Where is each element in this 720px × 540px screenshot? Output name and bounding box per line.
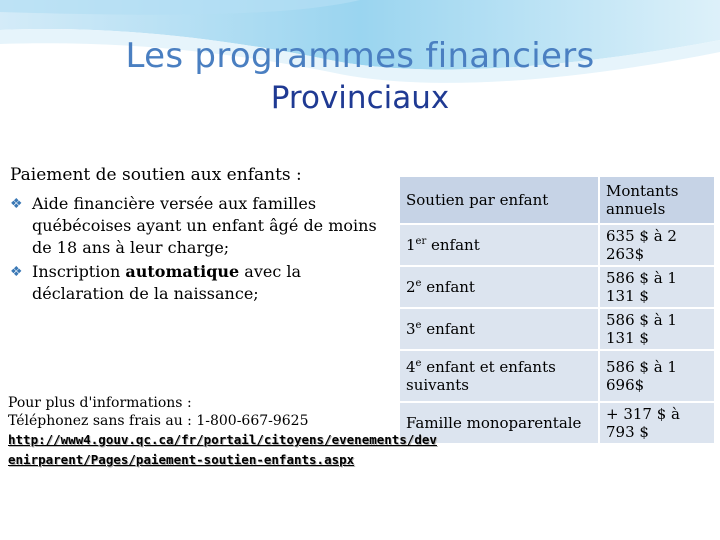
- header-support-per-child: Soutien par enfant: [400, 177, 598, 223]
- table-row: [400, 351, 714, 401]
- info-link[interactable]: http://www4.gouv.qc.ca/fr/portail/citoyens/evenements/devenirparent/Pages/paiement-soutien-enfants.aspx: [8, 432, 437, 467]
- bullet-text-after: avec la déclaration de la naissance;: [32, 262, 302, 303]
- bullet-list: [10, 193, 395, 307]
- row-amount: + 317 $ à 793 $: [600, 403, 714, 443]
- row-amount: 586 $ à 1 131 $: [600, 309, 714, 349]
- row-label: 1er enfant: [400, 225, 598, 265]
- contact-info: [8, 394, 438, 470]
- diamond-bullet-icon: ❖: [10, 264, 23, 280]
- section-heading: Paiement de soutien aux enfants :: [10, 165, 302, 185]
- table-row: [400, 403, 714, 443]
- header-annual-amounts: Montants annuels: [600, 177, 714, 223]
- bullet-text: Aide financière versée aux familles québécoises ayant un enfant âgé de moins de 18 ans à leur charge;: [32, 194, 377, 257]
- row-amount: 586 $ à 1 131 $: [600, 267, 714, 307]
- table-header-row: [400, 177, 714, 223]
- table-row: [400, 267, 714, 307]
- phone-line: Téléphonez sans frais au : 1-800-667-9625: [8, 413, 309, 429]
- title-line-1: Les programmes financiers: [125, 36, 595, 76]
- bullet-text-bold: automatique: [125, 262, 240, 281]
- row-label: 4e enfant et enfants suivants: [400, 351, 598, 401]
- support-amounts-table: [398, 175, 716, 445]
- bullet-item-aid: [10, 193, 395, 259]
- row-label: 2e enfant: [400, 267, 598, 307]
- title-line-2: Provinciaux: [270, 80, 450, 116]
- bullet-item-registration: [10, 261, 395, 305]
- row-label: 3e enfant: [400, 309, 598, 349]
- info-line: Pour plus d'informations :: [8, 395, 192, 411]
- row-amount: 635 $ à 2 263$: [600, 225, 714, 265]
- bullet-text-before: Inscription: [32, 262, 126, 281]
- table-row: [400, 309, 714, 349]
- table-row: [400, 225, 714, 265]
- row-label: Famille monoparentale: [400, 403, 598, 443]
- diamond-bullet-icon: ❖: [10, 196, 23, 212]
- row-amount: 586 $ à 1 696$: [600, 351, 714, 401]
